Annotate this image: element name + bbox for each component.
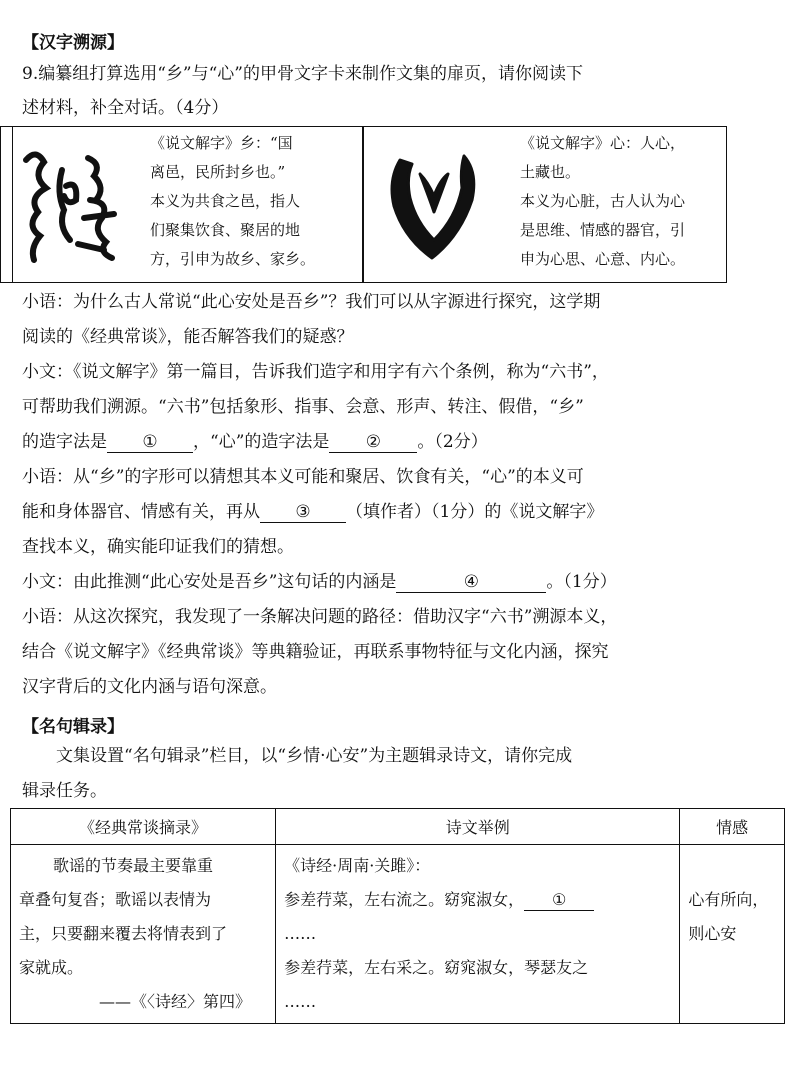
dialogue-line: 小语：从“乡”的字形可以猜想其本义可能和聚居、饮食有关，“心”的本义可 (22, 467, 584, 487)
excerpt-cell (11, 845, 276, 1024)
poem-cell (276, 845, 680, 1024)
dialogue-text: （填作者）（1分）的《说文解字》 (346, 502, 604, 522)
table-header: 诗文举例 (276, 809, 680, 845)
dialogue-line (22, 500, 603, 524)
excerpt-line: 主，只要翻来覆去将情表到了 (19, 924, 228, 943)
dialogue-text: ，“心”的造字法是 (193, 432, 330, 452)
poem-line (284, 883, 671, 917)
answer-blank-1[interactable]: ① (107, 432, 193, 453)
dialogue-line: 结合《说文解字》《经典常谈》等典籍验证，再联系事物特征与文化内涵，探究 (22, 642, 609, 662)
dialogue-line: 小语：从这次探究，我发现了一条解决问题的路径：借助汉字“六书”溯源本义， (22, 607, 618, 627)
question-line: 9.编纂组打算选用“乡”与“心”的甲骨文字卡来制作文集的扉页，请你阅读下 (22, 64, 583, 84)
table-header: 情感 (680, 809, 785, 845)
poem-line: 参差荇菜，左右采之。窈窕淑女，琴瑟友之 (284, 958, 589, 977)
dialogue-line (22, 570, 617, 594)
dialogue-line: 查找本义，确实能印证我们的猜想。 (22, 537, 294, 557)
dialogue-line: 可帮助我们溯源。“六书”包括象形、指事、会意、形声、转注、假借，“乡” (22, 397, 584, 417)
answer-blank-poem[interactable]: ① (524, 890, 594, 911)
xiang-card-text: 本义为共食之邑，指人 (150, 192, 301, 210)
xiang-card-text: 方，引申为故乡、家乡。 (150, 250, 316, 268)
xiang-card-text: 《说文解字》乡：“国 (150, 134, 293, 152)
dialogue-line: 小语：为什么古人常说“此心安处是吾乡”？我们可以从字源进行探究，这学期 (22, 292, 601, 312)
excerpt-line: 章叠句复沓；歌谣以表情为 (19, 890, 212, 909)
emotion-line: 则心安 (688, 924, 737, 943)
dialogue-line (22, 430, 488, 454)
xin-card-text: 是思维、情感的器官，引 (520, 221, 686, 239)
dialogue-line: 小文：《说文解字》第一篇目，告诉我们造字和用字有六个条例，称为“六书”， (22, 362, 609, 382)
dialogue-text: 能和身体器官、情感有关，再从 (22, 502, 260, 522)
dialogue-text: 小文：由此推测“此心安处是吾乡”这句话的内涵是 (22, 572, 397, 592)
xiang-card-text: 们聚集饮食、聚居的地 (150, 221, 301, 239)
xin-card-text: 《说文解字》心：人心， (520, 134, 686, 152)
oracle-bone-xin-glyph-icon (380, 140, 490, 270)
xin-card-text: 申为心思、心意、内心。 (520, 250, 686, 268)
poem-text: 参差荇菜，左右流之。窈窕淑女， (284, 890, 525, 909)
excerpt-line: 家就成。 (19, 958, 84, 977)
answer-blank-4[interactable]: ④ (396, 572, 546, 593)
intro-line: 辑录任务。 (22, 781, 107, 801)
excerpt-line: 歌谣的节奏最主要靠重 (53, 856, 214, 875)
answer-blank-2[interactable]: ② (329, 432, 417, 453)
oracle-bone-xiang-glyph-icon (14, 140, 124, 270)
quotes-table (10, 808, 785, 1024)
xin-card-text: 本义为心脏，古人认为心 (520, 192, 686, 210)
dialogue-line: 汉字背后的文化内涵与语句深意。 (22, 677, 277, 697)
excerpt-source: ——《〈诗经〉第四》 (99, 992, 252, 1011)
dialogue-text: 的造字法是 (22, 432, 107, 452)
section-title-quotes: 【名句辑录】 (22, 717, 124, 737)
emotion-cell (680, 845, 785, 1024)
intro-line: 文集设置“名句辑录”栏目，以“乡情·心安”为主题辑录诗文，请你完成 (56, 746, 573, 766)
xiang-card-text: 离邑，民所封乡也。” (150, 163, 286, 181)
poem-line: …… (284, 924, 317, 943)
emotion-line: 心有所向， (688, 890, 769, 909)
dialogue-text: 。（1分） (546, 572, 617, 592)
poem-line: 《诗经·周南·关雎》： (284, 856, 431, 875)
answer-blank-3[interactable]: ③ (260, 502, 346, 523)
xin-card-text: 土藏也。 (520, 163, 581, 181)
table-header: 《经典常谈摘录》 (11, 809, 276, 845)
section-title-origin: 【汉字溯源】 (22, 33, 124, 53)
dialogue-text: 。（2分） (417, 432, 488, 452)
dialogue-line: 阅读的《经典常谈》，能否解答我们的疑惑？ (22, 327, 354, 347)
poem-line: …… (284, 992, 317, 1011)
question-line: 述材料，补全对话。（4分） (22, 98, 229, 118)
